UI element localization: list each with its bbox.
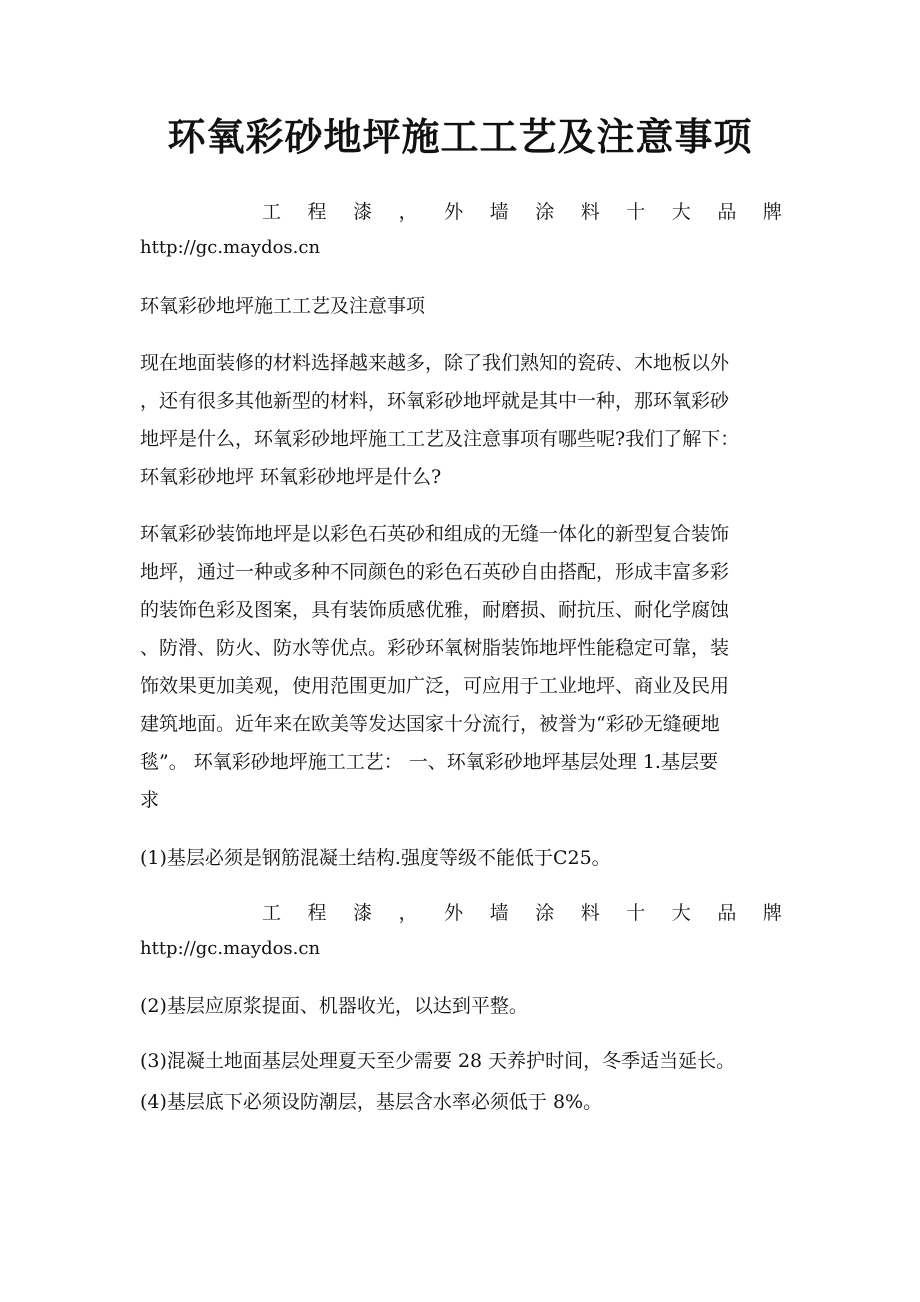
document-title: 环氧彩砂地坪施工工艺及注意事项 [167,114,753,159]
paragraph-line: 求 [140,789,160,811]
promo-char: 程 [307,902,327,924]
promo-char: 外 [444,902,464,924]
body-paragraph [140,515,782,819]
promo-char: 十 [626,902,646,924]
promo-char: 大 [671,201,691,223]
promo-url-link[interactable]: http://gc.maydos.cn [140,237,321,258]
promo-url-link[interactable]: http://gc.maydos.cn [140,938,321,959]
promo-char: 牌 [762,201,782,223]
promo-char: ， [398,902,418,924]
promo-char: 十 [626,201,646,223]
paragraph-line: 建筑地面。近年来在欧美等发达国家十分流行，被誉为“彩砂无缝硬地 [140,713,720,735]
promo-char: 漆 [353,902,373,924]
paragraph-line: 环氧彩砂装饰地坪是以彩色石英砂和组成的无缝一体化的新型复合装饰 [140,523,730,545]
promo-char: 料 [580,201,600,223]
paragraph-line: 地坪是什么，环氧彩砂地坪施工工艺及注意事项有哪些呢?我们了解下： [140,428,740,450]
promo-char: 工 [262,201,282,223]
promo-char: 品 [717,902,737,924]
promo-char: 墙 [489,201,509,223]
promo-char: 大 [671,902,691,924]
promo-char: 漆 [353,201,373,223]
paragraph-line: 地坪，通过一种或多种不同颜色的彩色石英砂自由搭配，形成丰富多彩 [140,561,730,583]
promo-char: 料 [580,902,600,924]
promo-char: 品 [717,201,737,223]
promo-block-2 [140,895,782,967]
paragraph-line: 环氧彩砂地坪 环氧彩砂地坪是什么? [140,466,442,488]
promo-text [140,194,782,230]
promo-text [140,895,782,931]
list-item: (1)基层必须是钢筋混凝土结构.强度等级不能低于C25。 [140,847,611,869]
paragraph-line: 、防滑、防火、防水等优点。彩砂环氧树脂装饰地坪性能稳定可靠，装 [140,637,730,659]
paragraph-line: 现在地面装修的材料选择越来越多，除了我们熟知的瓷砖、木地板以外 [140,352,730,374]
paragraph-line: 饰效果更加美观，使用范围更加广泛，可应用于工业地坪、商业及民用 [140,675,730,697]
promo-char: 外 [444,201,464,223]
intro-paragraph [140,344,782,496]
promo-char: 牌 [762,902,782,924]
promo-char: 涂 [535,201,555,223]
paragraph-line: ，还有很多其他新型的材料，环氧彩砂地坪就是其中一种，那环氧彩砂 [140,390,730,412]
paragraph-line: 的装饰色彩及图案，具有装饰质感优雅，耐磨损、耐抗压、耐化学腐蚀 [140,599,730,621]
promo-char: 墙 [489,902,509,924]
promo-char: 工 [262,902,282,924]
document-subtitle: 环氧彩砂地坪施工工艺及注意事项 [140,295,426,317]
promo-char: ， [398,201,418,223]
promo-char: 涂 [535,902,555,924]
paragraph-line: 毯”。 环氧彩砂地坪施工工艺： 一、环氧彩砂地坪基层处理 1.基层要 [140,751,718,773]
promo-block-1 [140,194,782,266]
list-item: (4)基层底下必须设防潮层，基层含水率必须低于 8%。 [140,1091,603,1113]
list-item: (2)基层应原浆提面、机器收光，以达到平整。 [140,995,528,1017]
promo-char: 程 [307,201,327,223]
list-item: (3)混凝土地面基层处理夏天至少需要 28 天养护时间，冬季适当延长。 [140,1050,736,1072]
